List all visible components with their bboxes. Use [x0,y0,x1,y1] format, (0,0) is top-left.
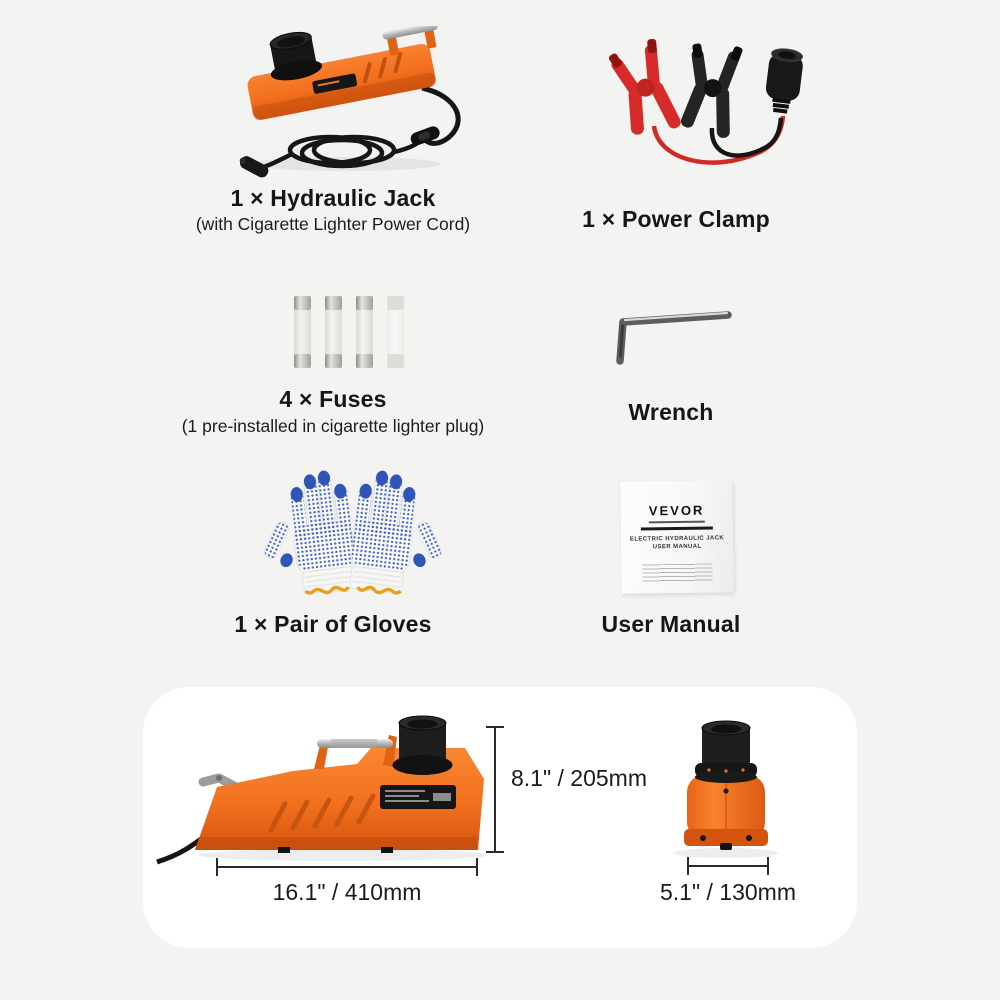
fuse [325,296,342,368]
dimensions-panel [143,687,857,948]
cigarette-lighter-plug [237,154,270,178]
item-title-user-manual: User Manual [601,611,741,637]
end-lift-cylinder [695,721,757,783]
item-title-fuses: 4 × Fuses [279,386,387,412]
dimensions-diagram [143,687,857,948]
fuses-photo [286,288,410,376]
fuse-glass [387,296,404,368]
side-lift-cylinder [393,716,453,775]
fuse [294,296,311,368]
width-dimension-label: 5.1" / 130mm [659,879,796,905]
length-dimension-label: 16.1" / 410mm [272,879,422,905]
item-subtitle-fuses: (1 pre-installed in cigarette lighter plug) [181,416,485,436]
manual-rule [641,526,713,530]
lighter-socket [763,47,805,115]
power-clamp-photo [562,28,840,178]
jack-side-view [157,716,488,862]
item-title-power-clamp: 1 × Power Clamp [582,206,770,232]
height-dimension-label: 8.1" / 205mm [511,765,648,791]
glove-right [347,468,446,600]
manual-title-line2: USER MANUAL [652,543,702,551]
wrench-photo [610,306,740,370]
gloves-photo [258,462,446,604]
hydraulic-jack-photo [226,26,480,178]
user-manual-photo [620,480,734,594]
item-subtitle-hydraulic-jack: (with Cigarette Lighter Power Cord) [195,214,471,234]
item-title-wrench: Wrench [628,399,714,425]
red-clamp [605,37,685,143]
black-clamp [678,39,744,139]
fuse [356,296,373,368]
manual-brand-logo: VEVOR [648,502,705,519]
manual-paragraph [642,564,712,583]
item-title-gloves: 1 × Pair of Gloves [234,611,432,637]
manual-title-line1: ELECTRIC HYDRAULIC JACK [629,535,725,543]
item-title-hydraulic-jack: 1 × Hydraulic Jack [230,185,436,211]
width-dimension-line [688,857,768,875]
glove-left [258,468,359,600]
manual-tagline-line [649,521,705,524]
height-dimension-line [486,727,504,852]
jack-end-view [674,721,778,858]
